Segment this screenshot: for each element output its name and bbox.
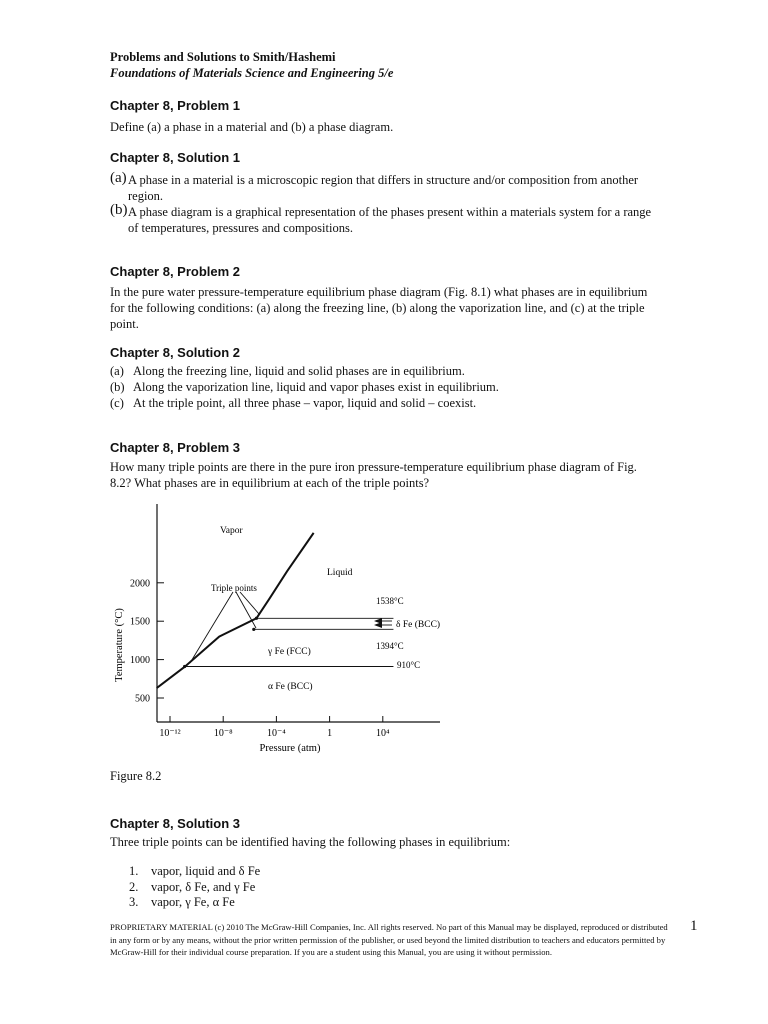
- triple-points-label: Triple points: [211, 583, 257, 593]
- figure-caption: Figure 8.2: [110, 769, 162, 783]
- x-tick-label: 10⁻⁴: [267, 728, 286, 739]
- problem1-heading: Chapter 8, Problem 1: [110, 98, 241, 113]
- series-melting-vaporization: [256, 533, 313, 618]
- solution1-item-b-text: A phase diagram is a graphical representation of the phases present within a materials system for a range of temperatures, pressures and compositions.: [128, 205, 652, 235]
- x-tick-label: 10⁻⁸: [213, 728, 233, 739]
- gamma-fe-label: γ Fe (FCC): [268, 647, 311, 657]
- alpha-fe-label: α Fe (BCC): [268, 682, 313, 692]
- solution3-heading: Chapter 8, Solution 3: [110, 816, 241, 831]
- solution3-intro: Three triple points can be identified having the following phases in equilibrium:: [110, 835, 511, 849]
- problem3-text: How many triple points are there in the pure iron pressure-temperature equilibrium phase diagram of Fig. 8.2? What phases are in equilibrium at each of the triple points?: [110, 460, 637, 490]
- problem2-text: In the pure water pressure-temperature equilibrium phase diagram (Fig. 8.1) what phases are in equilibrium for the following conditions: (a) along the freezing line, (b) along the vaporization line, and (c) at the triple point.: [110, 285, 648, 331]
- problem3-heading: Chapter 8, Problem 3: [110, 440, 241, 455]
- list-item-label: (a): [110, 364, 124, 378]
- x-tick-label: 10⁴: [376, 728, 390, 739]
- problem1-text: Define (a) a phase in a material and (b) a phase diagram.: [110, 120, 394, 134]
- list-item-text: At the triple point, all three phase – vapor, liquid and solid – coexist.: [133, 396, 477, 410]
- page-number: 1: [690, 918, 698, 934]
- x-tick-label: 10⁻¹²: [159, 728, 181, 739]
- list-item-number: 2.: [129, 879, 139, 894]
- list-item-text: vapor, liquid and δ Fe: [151, 864, 261, 878]
- header-title: Problems and Solutions to Smith/Hashemi: [110, 50, 336, 64]
- header-subtitle: Foundations of Materials Science and Engineering 5/e: [110, 66, 394, 80]
- temp-910-label: 910°C: [397, 660, 421, 670]
- solution2-heading: Chapter 8, Solution 2: [110, 345, 241, 360]
- triple-point-marker: [252, 628, 255, 631]
- list-item-text: Along the freezing line, liquid and solid phases are in equilibrium.: [133, 364, 465, 378]
- proprietary-footer: PROPRIETARY MATERIAL (c) 2010 The McGraw-Hill Companies, Inc. All rights reserved. No part of this Manual may be displayed, reproduced or distributed in any form or by any means, without the prior written permission of the publisher, or used beyond the limited distribution to teachers and educators permitted by McGraw-Hill for their individual course preparation. If you are a student using this Manual, you are using it without permission.: [110, 922, 668, 957]
- delta-fe-label: δ Fe (BCC): [396, 620, 441, 630]
- x-axis-label: Pressure (atm): [259, 743, 321, 754]
- liquid-label: Liquid: [327, 568, 353, 578]
- y-tick-label: 1000: [130, 655, 150, 667]
- x-tick-label: 1: [327, 728, 333, 739]
- list-item-text: Along the vaporization line, liquid and vapor phases exist in equilibrium.: [133, 380, 499, 394]
- triple-point-leader: [240, 592, 259, 614]
- series-sublimation: [157, 618, 257, 688]
- triple-point-marker: [183, 665, 186, 668]
- solution1-heading: Chapter 8, Solution 1: [110, 150, 241, 165]
- list-item-text: vapor, δ Fe, and γ Fe: [151, 879, 256, 894]
- y-tick-label: 500: [135, 693, 150, 705]
- list-item-label: (b): [110, 380, 125, 394]
- y-tick-label: 2000: [130, 578, 150, 590]
- triple-point-marker: [255, 617, 258, 620]
- y-axis-label: Temperature (°C): [114, 608, 125, 682]
- list-item-number: 3.: [129, 895, 139, 909]
- phase-diagram-figure: [100, 495, 470, 765]
- problem2-heading: Chapter 8, Problem 2: [110, 264, 241, 279]
- y-tick-label: 1500: [130, 616, 150, 628]
- solution1-item-a-label: (a): [110, 170, 127, 186]
- solution1-item-a-text: A phase in a material is a microscopic region that differs in structure and/or composition from another region.: [128, 173, 639, 203]
- triple-point-leader: [190, 592, 233, 663]
- list-item-label: (c): [110, 396, 124, 410]
- solution1-item-b: [110, 204, 655, 236]
- solution1-item-b-label: (b): [110, 202, 128, 218]
- solution1-item-a: [110, 172, 655, 204]
- vapor-label: Vapor: [220, 526, 243, 536]
- delta-arrowhead: [374, 622, 382, 628]
- list-item-text: vapor, γ Fe, α Fe: [151, 895, 235, 909]
- temp-1538-label: 1538°C: [376, 596, 404, 606]
- list-item-number: 1.: [129, 864, 139, 878]
- temp-1394-label: 1394°C: [376, 641, 404, 651]
